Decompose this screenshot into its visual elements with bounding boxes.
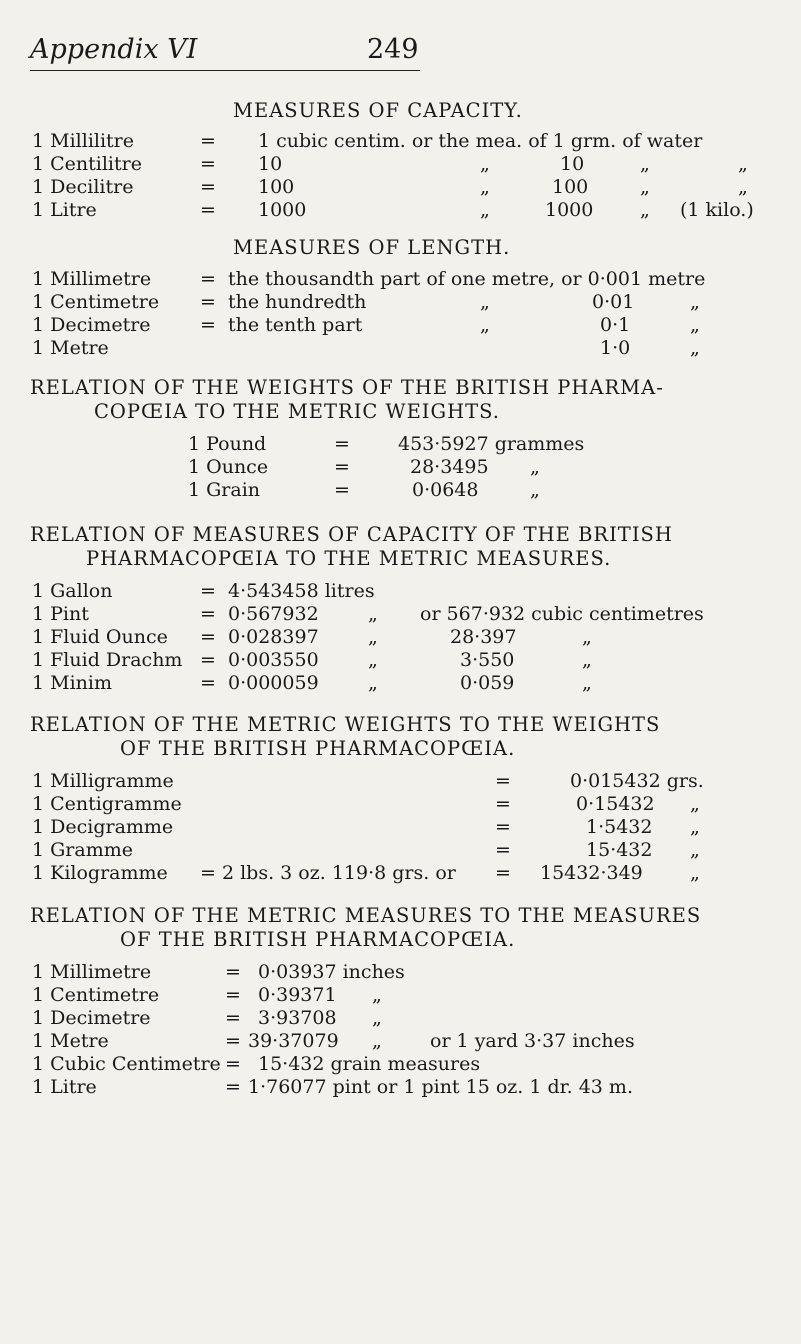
- metric-measures-eq: =: [225, 961, 241, 983]
- weights-bp-value: 28·3495: [410, 456, 489, 478]
- metric-weights-imperial: = 2 lbs. 3 oz. 119·8 grs. or: [200, 862, 456, 884]
- metric-measures-yard: or 1 yard 3·37 inches: [430, 1030, 635, 1052]
- ditto-mark: „: [530, 456, 540, 478]
- metric-weights-unit: 1 Milligramme: [32, 770, 174, 792]
- metric-measures-value: 15·432 grain measures: [258, 1053, 481, 1075]
- ditto-mark: „: [372, 1007, 382, 1029]
- metric-measures-eq: =: [225, 1007, 241, 1029]
- metric-measures-eq: =: [225, 984, 241, 1006]
- page-number: 249: [367, 34, 419, 65]
- ditto-mark: „: [738, 153, 748, 175]
- ditto-mark: „: [530, 479, 540, 501]
- metric-weights-eq: =: [495, 862, 511, 884]
- metric-weights-value: 0·15432: [576, 793, 655, 815]
- length-row-metre: 1·0: [600, 337, 631, 359]
- metric-measures-value: 39·37079: [248, 1030, 339, 1052]
- ditto-mark: „: [480, 176, 490, 198]
- metric-weights-eq: =: [495, 770, 511, 792]
- ditto-mark: „: [582, 626, 592, 648]
- metric-weights-eq: =: [495, 839, 511, 861]
- metric-weights-unit: 1 Decigramme: [32, 816, 174, 838]
- ditto-mark: „: [372, 984, 382, 1006]
- length-row-eq: =: [200, 314, 216, 336]
- ditto-mark: „: [368, 672, 378, 694]
- capacity-row-unit: 1 Centilitre: [32, 153, 142, 175]
- length-row-value: the hundredth: [228, 291, 367, 313]
- ditto-mark: „: [480, 199, 490, 221]
- capacity-row-eq: =: [200, 199, 216, 221]
- metric-measures-unit: 1 Metre: [32, 1030, 109, 1052]
- metric-measures-eq: =: [225, 1053, 241, 1075]
- ditto-mark: „: [582, 649, 592, 671]
- capacity-row-unit: 1 Decilitre: [32, 176, 134, 198]
- metric-weights-unit: 1 Centigramme: [32, 793, 182, 815]
- weights-bp-eq: =: [334, 456, 350, 478]
- metric-weights-value: 15432·349: [540, 862, 643, 884]
- metric-measures-value: 0·03937 inches: [258, 961, 405, 983]
- length-row-unit: 1 Metre: [32, 337, 109, 359]
- capacity-bp-eq: =: [200, 603, 216, 625]
- length-row-metre: 0·1: [600, 314, 631, 336]
- capacity-bp-unit: 1 Gallon: [32, 580, 113, 602]
- capacity-row-unit: 1 Millilitre: [32, 130, 135, 152]
- metric-measures-value: 0·39371: [258, 984, 337, 1006]
- length-row-unit: 1 Centimetre: [32, 291, 160, 313]
- metric-measures-heading-cont: OF THE BRITISH PHARMACOPŒIA.: [120, 928, 516, 951]
- capacity-row-value: 100: [258, 176, 295, 198]
- metric-weights-unit: 1 Gramme: [32, 839, 133, 861]
- header-rule: [30, 70, 420, 71]
- metric-measures-unit: 1 Cubic Centimetre: [32, 1053, 221, 1075]
- metric-weights-heading-cont: OF THE BRITISH PHARMACOPŒIA.: [120, 737, 516, 760]
- ditto-mark: „: [480, 153, 490, 175]
- ditto-mark: „: [690, 816, 700, 838]
- ditto-mark: „: [368, 603, 378, 625]
- ditto-mark: „: [690, 839, 700, 861]
- ditto-mark: „: [480, 314, 490, 336]
- capacity-bp-unit: 1 Fluid Drachm: [32, 649, 183, 671]
- metric-weights-value: 1·5432: [586, 816, 653, 838]
- capacity-bp-cc: 28·397: [450, 626, 517, 648]
- length-row-value: the thousandth part of one metre, or 0·001 metre: [228, 268, 706, 290]
- ditto-mark: „: [480, 291, 490, 313]
- ditto-mark: „: [690, 291, 700, 313]
- ditto-mark: „: [690, 862, 700, 884]
- metric-weights-eq: =: [495, 816, 511, 838]
- capacity-bp-cc: 3·550: [460, 649, 515, 671]
- capacity-bp-heading-cont: PHARMACOPŒIA TO THE METRIC MEASURES.: [86, 547, 612, 570]
- length-row-metre: 0·01: [592, 291, 635, 313]
- length-row-value: the tenth part: [228, 314, 363, 336]
- length-row-unit: 1 Decimetre: [32, 314, 151, 336]
- capacity-bp-eq: =: [200, 672, 216, 694]
- capacity-bp-eq: =: [200, 649, 216, 671]
- capacity-row-value: 1000: [258, 199, 307, 221]
- weights-bp-value: 0·0648: [412, 479, 479, 501]
- metric-measures-unit: 1 Litre: [32, 1076, 97, 1098]
- metric-measures-unit: 1 Millimetre: [32, 961, 152, 983]
- metric-weights-unit: 1 Kilogramme: [32, 862, 168, 884]
- weights-bp-eq: =: [334, 433, 350, 455]
- ditto-mark: „: [368, 626, 378, 648]
- metric-measures-value: 1·76077 pint or 1 pint 15 oz. 1 dr. 43 m.: [248, 1076, 633, 1098]
- capacity-bp-cc: or 567·932 cubic centimetres: [420, 603, 704, 625]
- metric-measures-value: 3·93708: [258, 1007, 337, 1029]
- metric-weights-value: 15·432: [586, 839, 653, 861]
- capacity-bp-value: 0·028397: [228, 626, 319, 648]
- capacity-row-grm: 10: [560, 153, 585, 175]
- weights-bp-eq: =: [334, 479, 350, 501]
- ditto-mark: „: [640, 153, 650, 175]
- weights-bp-unit: 1 Pound: [188, 433, 267, 455]
- metric-weights-value: 0·015432 grs.: [570, 770, 704, 792]
- ditto-mark: „: [690, 793, 700, 815]
- capacity-row-eq: =: [200, 130, 216, 152]
- capacity-bp-eq: =: [200, 626, 216, 648]
- capacity-note: (1 kilo.): [680, 199, 754, 221]
- metric-measures-heading: RELATION OF THE METRIC MEASURES TO THE MEASURES: [30, 904, 702, 927]
- capacity-bp-value: 0·003550: [228, 649, 319, 671]
- metric-weights-heading: RELATION OF THE METRIC WEIGHTS TO THE WEIGHTS: [30, 713, 661, 736]
- ditto-mark: „: [640, 199, 650, 221]
- capacity-bp-value: 0·000059: [228, 672, 319, 694]
- weights-bp-unit: 1 Grain: [188, 479, 261, 501]
- weights-bp-heading: RELATION OF THE WEIGHTS OF THE BRITISH PHARMA-: [30, 376, 664, 399]
- metric-measures-unit: 1 Centimetre: [32, 984, 160, 1006]
- length-row-unit: 1 Millimetre: [32, 268, 152, 290]
- length-row-eq: =: [200, 291, 216, 313]
- running-head-section: Appendix VI: [30, 34, 198, 65]
- ditto-mark: „: [640, 176, 650, 198]
- ditto-mark: „: [690, 314, 700, 336]
- capacity-row-eq: =: [200, 176, 216, 198]
- capacity-row-unit: 1 Litre: [32, 199, 97, 221]
- metric-measures-eq: =: [225, 1076, 241, 1098]
- capacity-heading: MEASURES OF CAPACITY.: [233, 99, 523, 122]
- ditto-mark: „: [372, 1030, 382, 1052]
- capacity-bp-heading: RELATION OF MEASURES OF CAPACITY OF THE BRITISH: [30, 523, 673, 546]
- capacity-bp-value: 0·567932: [228, 603, 319, 625]
- capacity-row-grm: 100: [552, 176, 589, 198]
- metric-measures-eq: =: [225, 1030, 241, 1052]
- capacity-bp-unit: 1 Pint: [32, 603, 89, 625]
- capacity-row-value: 1 cubic centim. or the mea. of 1 grm. of water: [258, 130, 703, 152]
- capacity-bp-eq: =: [200, 580, 216, 602]
- metric-weights-eq: =: [495, 793, 511, 815]
- capacity-bp-value: 4·543458 litres: [228, 580, 375, 602]
- ditto-mark: „: [582, 672, 592, 694]
- length-row-eq: =: [200, 268, 216, 290]
- capacity-row-value: 10: [258, 153, 283, 175]
- capacity-row-eq: =: [200, 153, 216, 175]
- length-heading: MEASURES OF LENGTH.: [233, 236, 511, 259]
- weights-bp-unit: 1 Ounce: [188, 456, 269, 478]
- ditto-mark: „: [690, 337, 700, 359]
- capacity-bp-unit: 1 Fluid Ounce: [32, 626, 168, 648]
- weights-bp-heading-cont: COPŒIA TO THE METRIC WEIGHTS.: [94, 400, 500, 423]
- capacity-bp-cc: 0·059: [460, 672, 515, 694]
- ditto-mark: „: [738, 176, 748, 198]
- capacity-bp-unit: 1 Minim: [32, 672, 112, 694]
- capacity-row-grm: 1000: [545, 199, 594, 221]
- metric-measures-unit: 1 Decimetre: [32, 1007, 151, 1029]
- ditto-mark: „: [368, 649, 378, 671]
- weights-bp-value: 453·5927 grammes: [398, 433, 585, 455]
